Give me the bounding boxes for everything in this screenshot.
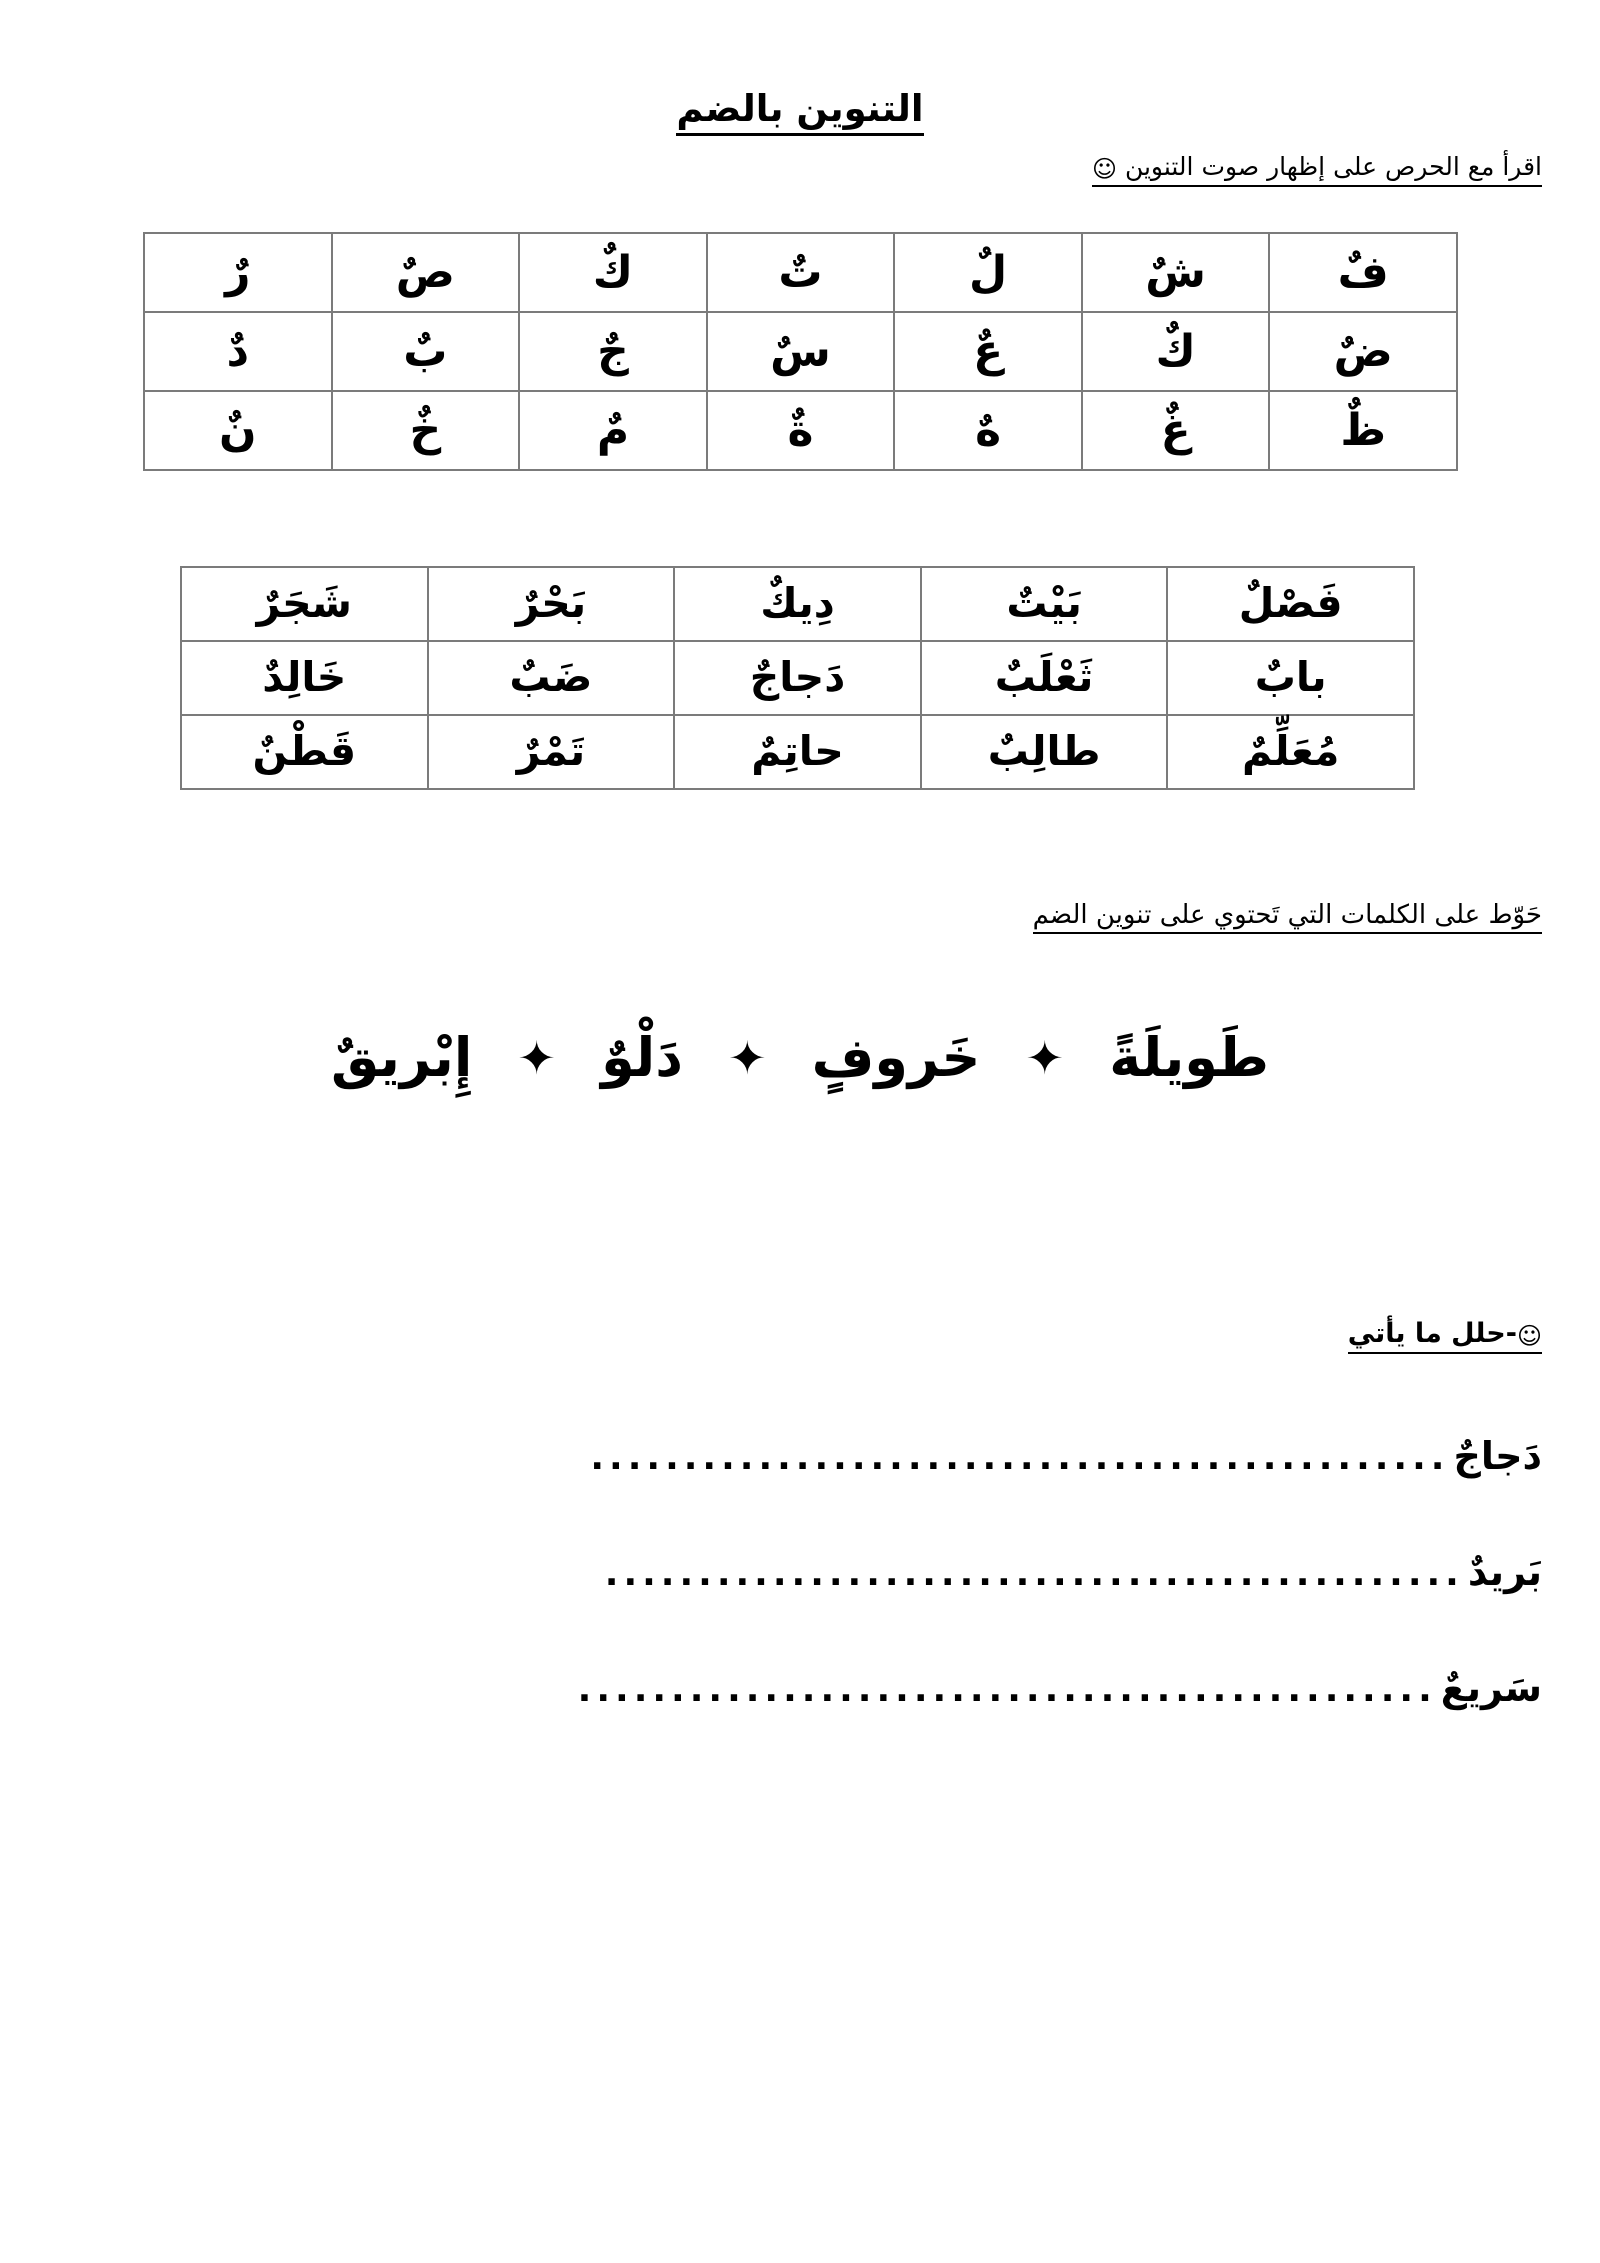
letter-cell: بٌ — [332, 312, 520, 391]
instruction-analyze — [1348, 1318, 1542, 1354]
word-cell: حاتِمٌ — [674, 715, 921, 789]
word-cell: ضَبٌ — [428, 641, 675, 715]
letter-cell: كٌ — [519, 233, 707, 312]
word-cell: مُعَلِّمٌ — [1167, 715, 1414, 789]
analysis-word: سَريعٌ — [1440, 1666, 1542, 1710]
letter-cell: صٌ — [332, 233, 520, 312]
circle-word-option[interactable]: خَروفٍ — [811, 1026, 981, 1089]
letters-table — [143, 232, 1458, 471]
word-cell: خَالِدٌ — [181, 641, 428, 715]
letter-cell: شٌ — [1082, 233, 1270, 312]
word-cell: ثَعْلَبٌ — [921, 641, 1168, 715]
letter-cell: تٌ — [707, 233, 895, 312]
table-row — [181, 715, 1414, 789]
letter-cell: مٌ — [519, 391, 707, 470]
letter-cell: ظٌ — [1269, 391, 1457, 470]
page-title: التنوين بالضم — [676, 88, 923, 136]
analysis-word: دَجاجٌ — [1453, 1434, 1542, 1478]
star-separator-icon: ✦ — [1025, 1031, 1065, 1086]
analysis-row — [330, 1664, 1542, 1714]
table-row — [144, 312, 1457, 391]
letter-cell: ةٌ — [707, 391, 895, 470]
table-row — [144, 391, 1457, 470]
word-cell: فَصْلٌ — [1167, 567, 1414, 641]
letter-cell: فٌ — [1269, 233, 1457, 312]
answer-blank-line[interactable]: .............................................. — [604, 1553, 1464, 1594]
word-cell: دَجاجٌ — [674, 641, 921, 715]
analysis-row — [330, 1548, 1542, 1598]
smiley-face-icon: ☺ — [1516, 1322, 1542, 1350]
letter-cell: سٌ — [707, 312, 895, 391]
letter-cell: هٌ — [894, 391, 1082, 470]
word-cell: شَجَرٌ — [181, 567, 428, 641]
table-row — [181, 641, 1414, 715]
word-cell: طالِبٌ — [921, 715, 1168, 789]
words-table — [180, 566, 1415, 790]
word-cell: بَيْتٌ — [921, 567, 1168, 641]
letter-cell: دٌ — [144, 312, 332, 391]
word-cell: بَحْرٌ — [428, 567, 675, 641]
analysis-word: بَريدٌ — [1467, 1550, 1542, 1594]
word-cell: قَطْنٌ — [181, 715, 428, 789]
letter-cell: نٌ — [144, 391, 332, 470]
letter-cell: كٌ — [1082, 312, 1270, 391]
circle-word-option[interactable]: طَويلَةً — [1109, 1026, 1269, 1089]
letter-cell: جٌ — [519, 312, 707, 391]
page-title-row — [0, 88, 1600, 136]
star-separator-icon: ✦ — [728, 1031, 767, 1086]
instruction-read-aloud — [1092, 152, 1542, 187]
smiley-face-icon: ☺ — [1091, 155, 1117, 183]
word-cell: تَمْرٌ — [428, 715, 675, 789]
circle-word-option[interactable]: دَلْوٌ — [601, 1026, 683, 1089]
instruction-circle-words: حَوّط على الكلمات التي تَحتوي على تنوين الضم — [1033, 900, 1542, 934]
star-separator-icon: ✦ — [517, 1031, 556, 1086]
answer-blank-line[interactable]: .............................................. — [577, 1669, 1437, 1710]
answer-blank-line[interactable]: .............................................. — [590, 1437, 1450, 1478]
word-cell: بابٌ — [1167, 641, 1414, 715]
table-row — [181, 567, 1414, 641]
letter-cell: خٌ — [332, 391, 520, 470]
circle-words-row — [0, 1022, 1600, 1095]
letter-cell: رٌ — [144, 233, 332, 312]
instruction-analyze-text: -حلل ما يأتي — [1347, 1318, 1517, 1349]
letter-cell: ضٌ — [1269, 312, 1457, 391]
word-cell: دِيكٌ — [674, 567, 921, 641]
analysis-row — [330, 1432, 1542, 1482]
letter-cell: غٌ — [1082, 391, 1270, 470]
letter-cell: لٌ — [894, 233, 1082, 312]
circle-word-option[interactable]: إِبْريقٌ — [331, 1026, 473, 1089]
letter-cell: عٌ — [894, 312, 1082, 391]
table-row — [144, 233, 1457, 312]
instruction-read-aloud-text: اقرأ مع الحرص على إظهار صوت التنوين — [1124, 152, 1542, 181]
